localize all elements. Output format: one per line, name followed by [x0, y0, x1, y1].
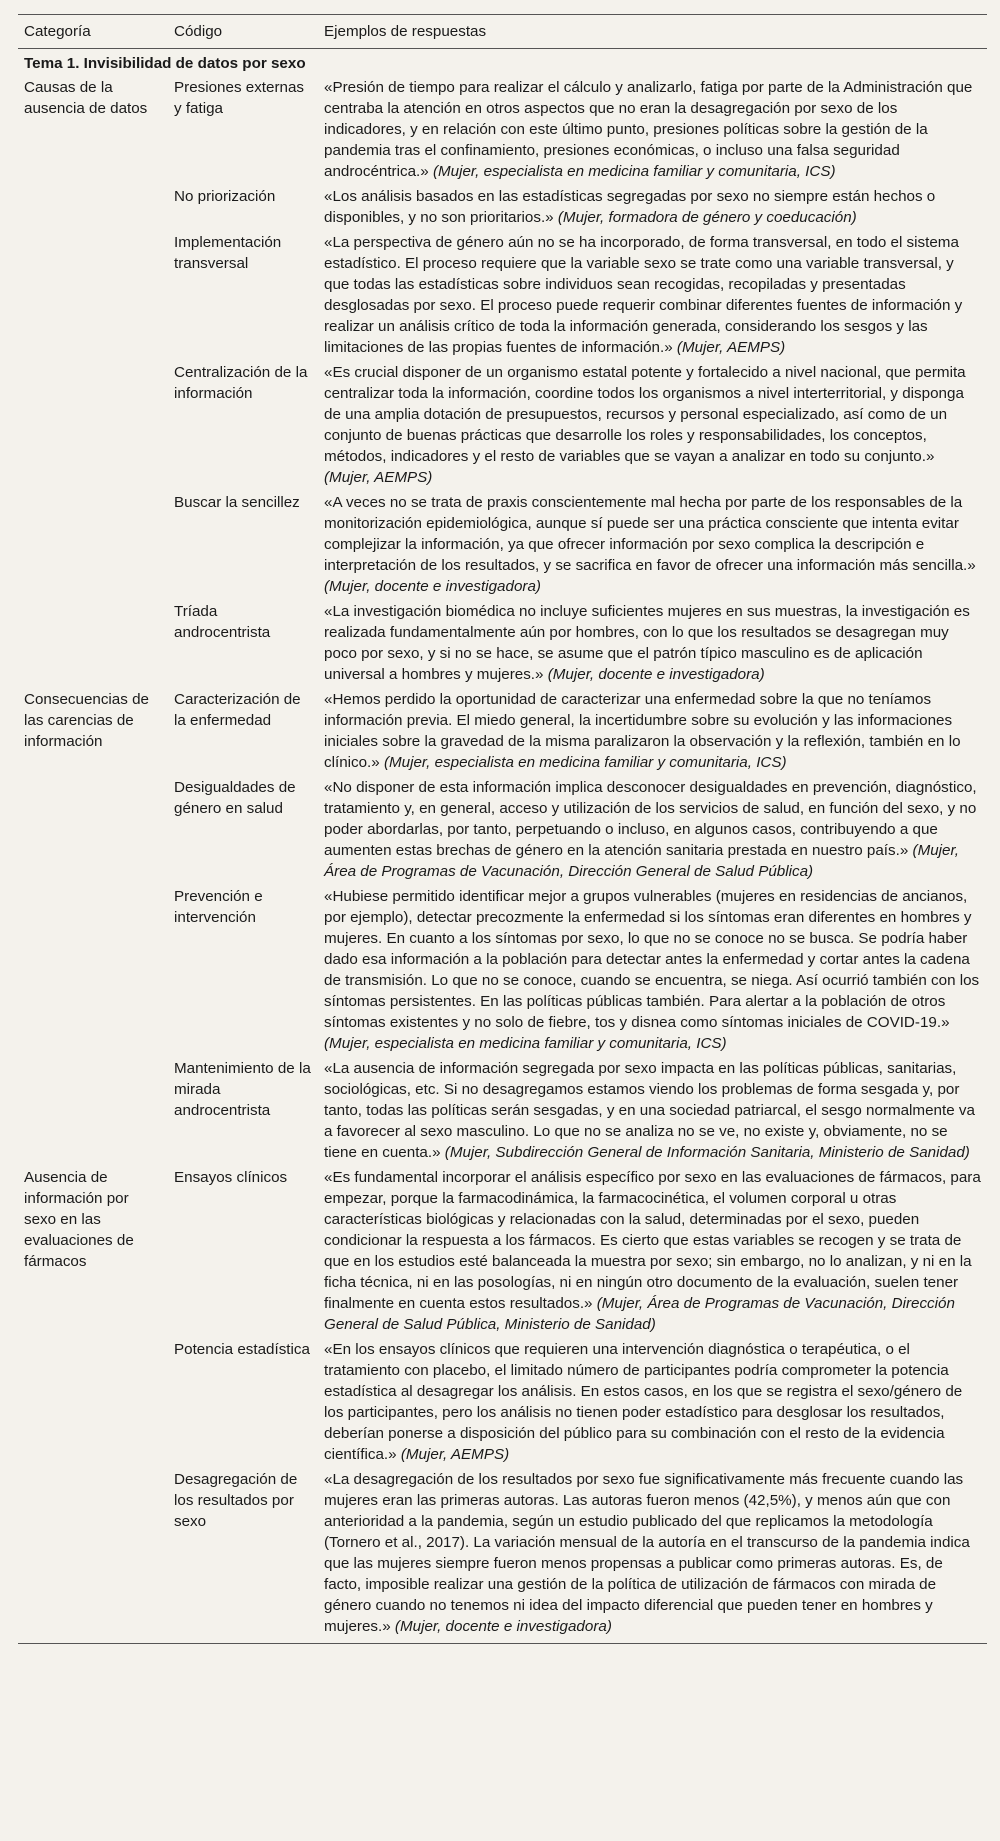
- table-row: [18, 183, 987, 229]
- category-cell: [18, 598, 168, 686]
- code-cell: Mantenimiento de la mirada androcentrista: [174, 1060, 311, 1119]
- attribution-text: (Mujer, Área de Programas de Vacunación, Dirección General de Salud Pública): [324, 842, 959, 880]
- code-cell: Centralización de la información: [174, 364, 308, 402]
- example-cell: [318, 74, 987, 183]
- attribution-text: (Mujer, docente e investigadora): [547, 666, 765, 683]
- example-cell: [318, 1466, 987, 1644]
- table-row: [18, 686, 987, 774]
- quote-text: «A veces no se trata de praxis conscientemente mal hecha por parte de los responsables de la monitorización epidemiológica, aunque sí puede ser una práctica consciente que intenta evitar complejizar la información, ya que ofrecer información por sexo complica la descripción e interpretación de los resultados, y se sacrifica en favor de ofrecer una información más sencilla.»: [324, 494, 976, 574]
- category-cell: [18, 489, 168, 598]
- code-cell: Implementación transversal: [174, 234, 282, 272]
- attribution-text: (Mujer, AEMPS): [324, 469, 433, 486]
- attribution-text: (Mujer, AEMPS): [676, 339, 786, 356]
- header-code: Código: [168, 15, 318, 49]
- code-cell: Tríada androcentrista: [174, 603, 271, 641]
- code-cell: Caracterización de la enfermedad: [174, 691, 301, 729]
- quote-text: «Es fundamental incorporar el análisis específico por sexo en las evaluaciones de fármacos, para empezar, porque la farmacodinámica, la farmacocinética, el volumen corporal u otras características biológicas y relacionadas con la salud, determinadas por el sexo, pueden condicionar la respuesta a los fármacos. Es cierto que estas variables se recogen y se trata de que en los estudios esté balanceada la muestra por sexo; sin embargo, no lo analizan, y ni en la ficha técnica, ni en las posologías, ni en ningún otro documento de la evaluación, suelen tener finalmente en cuenta estos resultados.»: [324, 1169, 981, 1312]
- quote-text: «La desagregación de los resultados por sexo fue significativamente más frecuente cuando las mujeres eran las primeras autoras. Las autoras fueron menos (42,5%), y menos aún que con anterioridad a la pandemia, según un estudio publicado del que replicamos la metodología (Tornero et al., 2017). La variación mensual de la autoría en el transcurso de la pandemia indica que las mujeres siempre fueron menos propensas a publicar como primeras autoras. Es, de facto, imposible realizar una gestión de la política de utilización de fármacos con mirada de género cuando no tenemos ni idea del impacto diferencial que pueden tener en hombres y mujeres.»: [324, 1471, 970, 1635]
- example-cell: [318, 1164, 987, 1336]
- category-cell: [18, 1055, 168, 1164]
- example-cell: [318, 1055, 987, 1164]
- category-cell: [18, 229, 168, 359]
- code-cell: Buscar la sencillez: [174, 494, 300, 511]
- table-row: [18, 1466, 987, 1644]
- attribution-text: (Mujer, especialista en medicina familiar y comunitaria, ICS): [383, 754, 787, 771]
- code-cell: No priorización: [174, 188, 276, 205]
- quote-text: «La investigación biomédica no incluye suficientes mujeres en sus muestras, la investigación es realizada fundamentalmente aún por hombres, con lo que los resultados se desagregan muy poco por sexo, y si no se hace, se asume que el patrón típico masculino es de aplicación universal a hombres y mujeres.»: [324, 603, 970, 683]
- code-cell: Presiones externas y fatiga: [174, 79, 305, 117]
- code-cell: Ensayos clínicos: [174, 1169, 288, 1186]
- attribution-text: (Mujer, especialista en medicina familiar y comunitaria, ICS): [432, 163, 836, 180]
- theme-title: Tema 1. Invisibilidad de datos por sexo: [18, 49, 987, 75]
- quote-text: «Hubiese permitido identificar mejor a grupos vulnerables (mujeres en residencias de ancianos, por ejemplo), detectar precozmente la enfermedad si los síntomas eran diferentes en hombres y mujeres. En cuanto a los síntomas por sexo, lo que no se conoce no se busca. Se podría haber dado esa información a la población para detectar antes la enfermedad y cortar antes la cadena de transmisión. Lo que no se conoce, cuando se encuentra, se niega. Así ocurrió también con los síntomas persistentes. En las políticas públicas también. Para alertar a la población de otros síntomas existentes y no solo de fiebre, tos y disnea como síntomas iniciales de COVID-19.»: [324, 888, 980, 1031]
- category-cell: Ausencia de información por sexo en las evaluaciones de fármacos: [24, 1169, 134, 1270]
- example-cell: [318, 883, 987, 1055]
- example-cell: [318, 686, 987, 774]
- responses-table: [18, 14, 987, 1644]
- example-cell: [318, 183, 987, 229]
- example-cell: [318, 774, 987, 883]
- table-row: [18, 229, 987, 359]
- category-cell: [18, 1466, 168, 1644]
- table-row: [18, 598, 987, 686]
- attribution-text: (Mujer, Área de Programas de Vacunación, Dirección General de Salud Pública, Ministerio de Sanidad): [324, 1295, 955, 1333]
- quote-text: «La ausencia de información segregada por sexo impacta en las políticas públicas, sanitarias, sociológicas, etc. Si no desagregamos estamos viendo los problemas de forma sesgada y, por tanto, todas las políticas serán sesgadas, y en una sociedad patriarcal, el sesgo normalmente va a favorecer al sexo masculino. Lo que no se analiza no se ve, no existe y, obviamente, no se tiene en cuenta.»: [324, 1060, 975, 1161]
- code-cell: Desigualdades de género en salud: [174, 779, 296, 817]
- quote-text: «En los ensayos clínicos que requieren una intervención diagnóstica o terapéutica, o el tratamiento con placebo, el limitado número de participantes podría comprometer la potencia estadística al desagregar los análisis. En estos casos, en los que se registra el sexo/género de los participantes, pero los análisis no tienen poder estadístico para desglosar los resultados, deberían ponerse a disposición del público para su combinación con el resto de la evidencia científica.»: [324, 1341, 963, 1463]
- example-cell: [318, 229, 987, 359]
- table-row: [18, 1336, 987, 1466]
- category-cell: [18, 774, 168, 883]
- theme-row: [18, 49, 987, 75]
- example-cell: [318, 1336, 987, 1466]
- category-cell: Consecuencias de las carencias de información: [24, 691, 149, 750]
- table-row: [18, 774, 987, 883]
- category-cell: Causas de la ausencia de datos: [24, 79, 148, 117]
- quote-text: «La perspectiva de género aún no se ha incorporado, de forma transversal, en todo el sistema estadístico. El proceso requiere que la variable sexo se trate como una variable transversal, y que todas las estadísticas sobre individuos sean recogidas, recopiladas y presentadas desglosadas por sexo. El proceso puede requerir combinar diferentes fuentes de información y realizar un análisis crítico de toda la información generada, considerando los sesgos y las limitaciones de las propias fuentes de información.»: [324, 234, 963, 356]
- category-cell: [18, 183, 168, 229]
- attribution-text: (Mujer, Subdirección General de Información Sanitaria, Ministerio de Sanidad): [444, 1144, 970, 1161]
- table-row: [18, 489, 987, 598]
- table-body: [18, 49, 987, 1644]
- table-header: [18, 15, 987, 49]
- category-cell: [18, 883, 168, 1055]
- attribution-text: (Mujer, AEMPS): [400, 1446, 510, 1463]
- table-row: [18, 1055, 987, 1164]
- quote-text: «Presión de tiempo para realizar el cálculo y analizarlo, fatiga por parte de la Administración que centraba la atención en otros aspectos que no eran la desagregación por sexo de los indicadores, y en relación con este último punto, presiones políticas sobre la gestión de la pandemia tras el confinamiento, presiones económicas, o incluso una falsa seguridad androcéntrica.»: [324, 79, 973, 180]
- attribution-text: (Mujer, formadora de género y coeducación): [557, 209, 857, 226]
- quote-text: «Hemos perdido la oportunidad de caracterizar una enfermedad sobre la que no teníamos información previa. El miedo general, la incertidumbre sobre su evolución y las informaciones iniciales sobre la gravedad de la misma paralizaron la observación y la reflexión, también en lo clínico.»: [324, 691, 961, 771]
- header-examples: Ejemplos de respuestas: [318, 15, 987, 49]
- header-row: [18, 15, 987, 49]
- attribution-text: (Mujer, docente e investigadora): [394, 1618, 612, 1635]
- code-cell: Potencia estadística: [174, 1341, 310, 1358]
- code-cell: Prevención e intervención: [174, 888, 263, 926]
- attribution-text: (Mujer, especialista en medicina familiar y comunitaria, ICS): [324, 1035, 727, 1052]
- example-cell: [318, 598, 987, 686]
- table-row: [18, 1164, 987, 1336]
- header-category: Categoría: [18, 15, 168, 49]
- table-row: [18, 359, 987, 489]
- code-cell: Desagregación de los resultados por sexo: [174, 1471, 298, 1530]
- category-cell: [18, 1336, 168, 1466]
- example-cell: [318, 359, 987, 489]
- quote-text: «Es crucial disponer de un organismo estatal potente y fortalecido a nivel nacional, que permita centralizar toda la información, coordine todos los organismos a nivel interterritorial, y disponga de una amplia dotación de presupuestos, recursos y personal especializado, así como de un conjunto de buenas prácticas que desarrolle los roles y responsabilidades, los conceptos, métodos, indicadores y el resto de variables que se vayan a analizar en todo su conjunto.»: [324, 364, 966, 465]
- table-row: [18, 74, 987, 183]
- quote-text: «No disponer de esta información implica desconocer desigualdades en prevención, diagnóstico, tratamiento y, en general, acceso y utilización de los servicios de salud, en función del sexo, y no poder abordarlas, por tanto, perpetuando o incluso, en algunos casos, contribuyendo a que aumenten estas brechas de género en la atención sanitaria prestada en nuestro país.»: [324, 779, 977, 859]
- attribution-text: (Mujer, docente e investigadora): [324, 578, 541, 595]
- example-cell: [318, 489, 987, 598]
- category-cell: [18, 359, 168, 489]
- quote-text: «Los análisis basados en las estadísticas segregadas por sexo no siempre están hechos o disponibles, y no son prioritarios.»: [324, 188, 936, 226]
- table-row: [18, 883, 987, 1055]
